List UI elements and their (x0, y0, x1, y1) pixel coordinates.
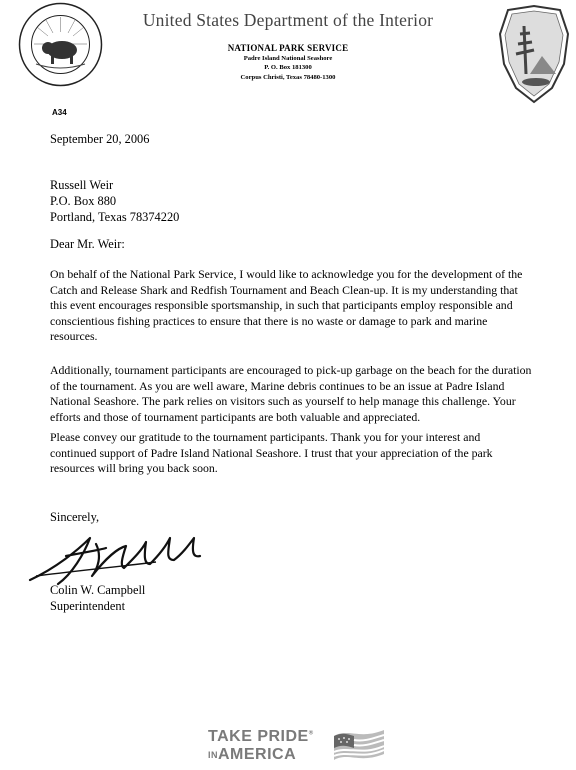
paragraph-line: resources will bring you back soon. (50, 461, 218, 475)
recipient-address (50, 177, 179, 225)
logo-in: IN (208, 749, 218, 760)
address-line-park: Padre Island National Seashore (243, 55, 333, 62)
paragraph-line: continued support of Padre Island National Seashore. I trust that your appreciation of the park (50, 445, 493, 460)
paragraph-cleanup (50, 363, 562, 425)
signer-block (50, 582, 145, 614)
logo-registered: ® (308, 730, 314, 737)
nps-arrowhead-logo-icon (494, 4, 574, 104)
department-title: United States Department of the Interior (142, 10, 434, 30)
paragraph-line: this event encourages responsible sportsmanship, in such that participants employ responsible and (50, 298, 513, 312)
signer-name: Colin W. Campbell (50, 583, 146, 597)
logo-take-pride: TAKE PRIDE (208, 728, 309, 745)
paragraph-line: National Seashore. The park relies on visitors such as yourself to help manage this challenge. Your (50, 394, 516, 408)
signature-icon (26, 528, 216, 588)
address-line-city: Corpus Christi, Texas 78480-1300 (240, 74, 336, 81)
take-pride-logo-line1 (208, 728, 314, 746)
recipient-city: Portland, Texas 78374220 (50, 210, 180, 224)
signer-title: Superintendent (50, 599, 126, 613)
closing: Sincerely, (50, 510, 100, 524)
logo-america: AMERICA (218, 746, 297, 763)
american-flag-icon (330, 726, 388, 764)
letter-date: September 20, 2006 (50, 132, 150, 146)
recipient-name: Russell Weir (50, 178, 114, 192)
paragraph-line: Catch and Release Shark and Redfish Tournament and Beach Clean-up. It is my understanding that (50, 282, 518, 297)
paragraph-line: conscientious fishing practices to ensure that there is no waste or damage to park and marine (50, 313, 488, 328)
paragraph-line: Additionally, tournament participants are encouraged to pick-up garbage on the beach for the duration (50, 363, 532, 377)
paragraph-line: Please convey our gratitude to the tournament participants. Thank you for your interest and (50, 430, 481, 444)
paragraph-line: efforts and those of tournament participants are both valuable and appreciated. (50, 409, 421, 424)
paragraph-gratitude (50, 430, 562, 477)
agency-name: NATIONAL PARK SERVICE (227, 43, 349, 53)
take-pride-logo-line2 (208, 746, 296, 764)
address-line-pobox: P. O. Box 181300 (264, 64, 312, 71)
paragraph-line: resources. (50, 329, 98, 343)
paragraph-line: of the tournament. As you are well aware, Marine debris continues to be an issue at Padre Island (50, 378, 505, 393)
salutation: Dear Mr. Weir: (50, 237, 125, 251)
paragraph-acknowledgment (50, 267, 562, 345)
recipient-pobox: P.O. Box 880 (50, 194, 117, 208)
reference-code: A34 (52, 108, 67, 117)
paragraph-line: On behalf of the National Park Service, I would like to acknowledge you for the development of the (50, 267, 523, 281)
